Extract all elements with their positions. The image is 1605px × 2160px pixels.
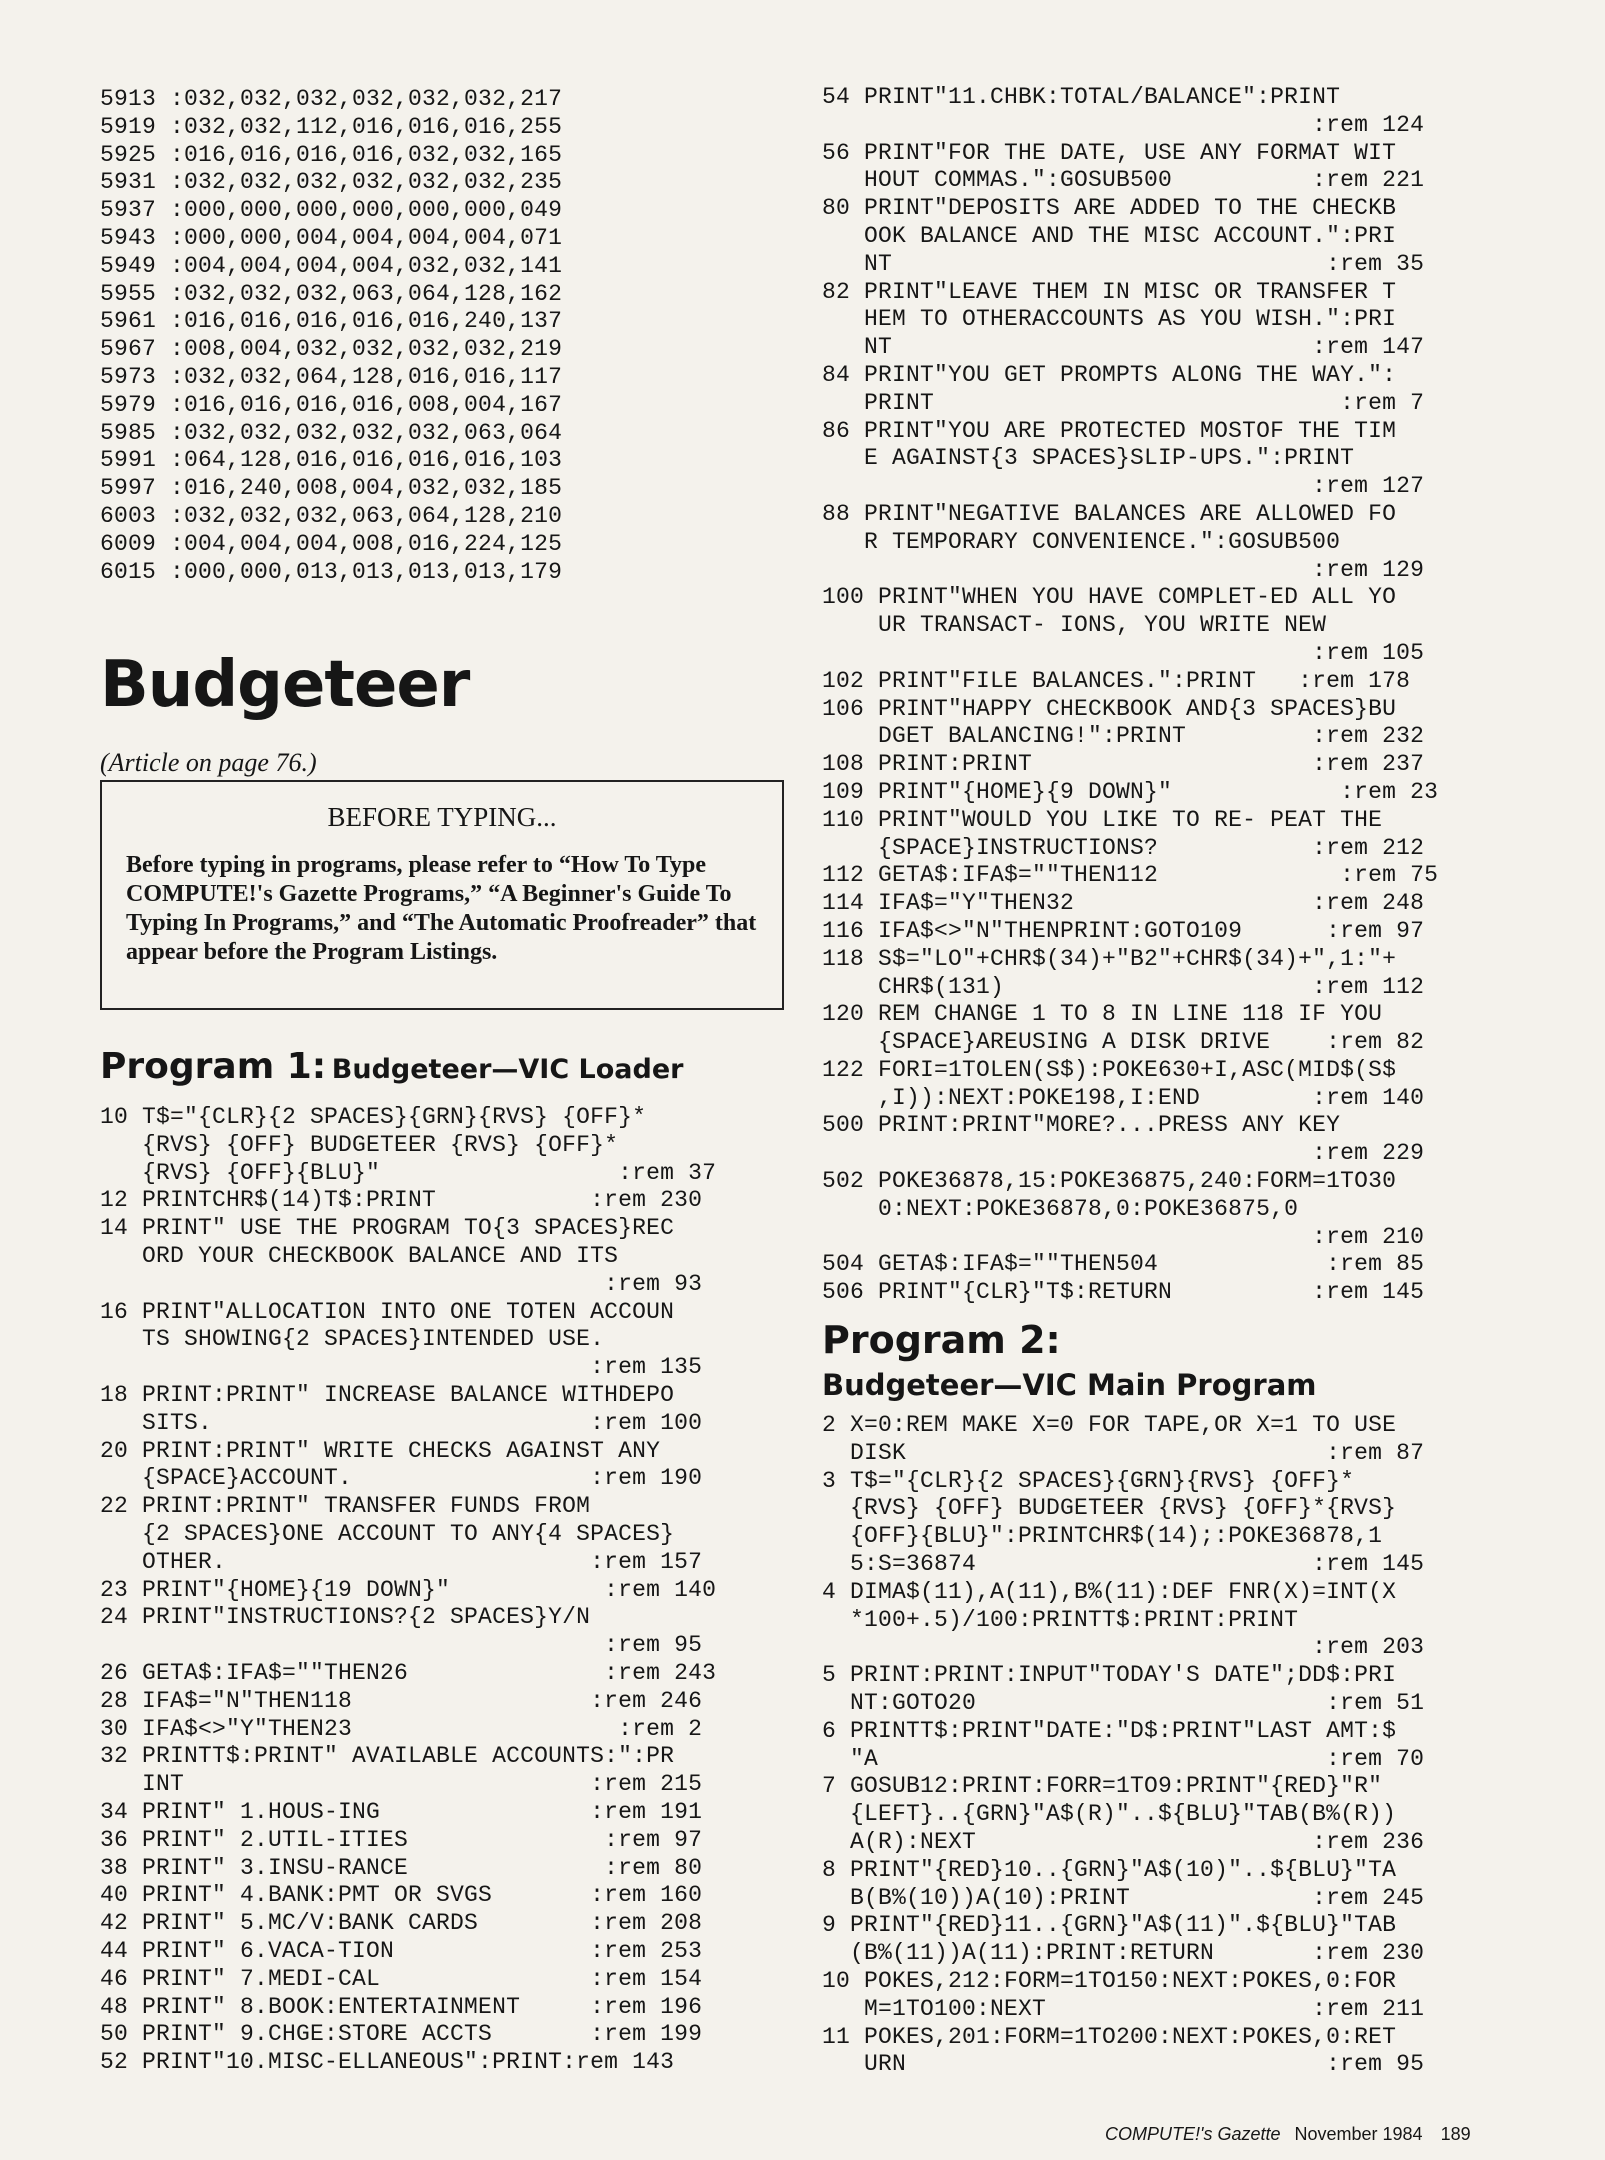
program2-listing: 2 X=0:REM MAKE X=0 FOR TAPE,OR X=1 TO USE DISK :rem 87 3 T$="{CLR}{2 SPACES}{GRN}{RVS} {OFF}* {RVS} {OFF} BUDGETEER {RVS} {OFF}*{RVS} {OFF}{BLU}":PRINTCHR$(14);:POKE36878,1 5:S=36874 :rem 145 4 DIMA$(11),A(11),B%(11):DEF FNR(X)=INT(X *100+.5)/100:PRINTT$:PRINT:PRINT :rem 203 5 PRINT:PRINT:INPUT"TODAY'S DATE";DD$:PRI NT:GOTO20 :rem 51 6 PRINTT$:PRINT"DATE:"D$:PRINT"LAST AMT:$ "A :rem 70 7 GOSUB12:PRINT:FORR=1TO9:PRINT"{RED}"R" {LEFT}..{GRN}"A$(R)"..${BLU}"TAB(B%(R)) A(R):NEXT :rem 236 8 PRINT"{RED}10..{GRN}"A$(10)"..${BLU}"TA B(B%(10))A(10):PRINT :rem 245 9 PRINT"{RED}11..{GRN}"A$(11)".${BLU}"TAB (B%(11))A(11):PRINT:RETURN :rem 230 10 POKES,212:FORM=1TO150:NEXT:POKES,0:FOR M=1TO100:NEXT :rem 211 11 POKES,201:FORM=1TO200:NEXT:POKES,0:RET URN :rem 95 [822, 1412, 1425, 2078]
before-typing-box [100, 780, 784, 1010]
article-title: Budgeteer [100, 648, 470, 722]
program1-listing-right: 54 PRINT"11.CHBK:TOTAL/BALANCE":PRINT :rem 124 56 PRINT"FOR THE DATE, USE ANY FORMAT WIT HOUT COMMAS.":GOSUB500 :rem 221 80 PRINT"DEPOSITS ARE ADDED TO THE CHECKB OOK BALANCE AND THE MISC ACCOUNT.":PRI NT :rem 35 82 PRINT"LEAVE THEM IN MISC OR TRANSFER T HEM TO OTHERACCOUNTS AS YOU WISH.":PRI NT :rem 147 84 PRINT"YOU GET PROMPTS ALONG THE WAY.": PRINT :rem 7 86 PRINT"YOU ARE PROTECTED MOSTOF THE TIM E AGAINST{3 SPACES}SLIP-UPS.":PRINT :rem 127 88 PRINT"NEGATIVE BALANCES ARE ALLOWED FO R TEMPORARY CONVENIENCE.":GOSUB500 :rem 129 100 PRINT"WHEN YOU HAVE COMPLET-ED ALL YO UR TRANSACT- IONS, YOU WRITE NEW :rem 105 102 PRINT"FILE BALANCES.":PRINT :rem 178 106 PRINT"HAPPY CHECKBOOK AND{3 SPACES}BU DGET BALANCING!":PRINT :rem 232 108 PRINT:PRINT :rem 237 109 PRINT"{HOME}{9 DOWN}" :rem 23 110 PRINT"WOULD YOU LIKE TO RE- PEAT THE {SPACE}INSTRUCTIONS? :rem 212 112 GETA$:IFA$=""THEN112 :rem 75 114 IFA$="Y"THEN32 :rem 248 116 IFA$<>"N"THENPRINT:GOTO109 :rem 97 118 S$="LO"+CHR$(34)+"B2"+CHR$(34)+",1:"+ CHR$(131) :rem 112 120 REM CHANGE 1 TO 8 IN LINE 118 IF YOU {SPACE}AREUSING A DISK DRIVE :rem 82 122 FORI=1TOLEN(S$):POKE630+I,ASC(MID$(S$ ,I)):NEXT:POKE198,I:END :rem 140 500 PRINT:PRINT"MORE?...PRESS ANY KEY :rem 229 502 POKE36878,15:POKE36875,240:FORM=1TO30 0:NEXT:POKE36878,0:POKE36875,0 :rem 210 504 GETA$:IFA$=""THEN504 :rem 85 506 PRINT"{CLR}"T$:RETURN :rem 145 [822, 84, 1439, 1306]
article-reference: (Article on page 76.) [100, 748, 317, 777]
program1-listing-left: 10 T$="{CLR}{2 SPACES}{GRN}{RVS} {OFF}* {RVS} {OFF} BUDGETEER {RVS} {OFF}* {RVS} {OFF}{BLU}" :rem 37 12 PRINTCHR$(14)T$:PRINT :rem 230 14 PRINT" USE THE PROGRAM TO{3 SPACES}REC ORD YOUR CHECKBOOK BALANCE AND ITS :rem 93 16 PRINT"ALLOCATION INTO ONE TOTEN ACCOUN TS SHOWING{2 SPACES}INTENDED USE. :rem 135 18 PRINT:PRINT" INCREASE BALANCE WITHDEPO SITS. :rem 100 20 PRINT:PRINT" WRITE CHECKS AGAINST ANY {SPACE}ACCOUNT. :rem 190 22 PRINT:PRINT" TRANSFER FUNDS FROM {2 SPACES}ONE ACCOUNT TO ANY{4 SPACES} OTHER. :rem 157 23 PRINT"{HOME}{19 DOWN}" :rem 140 24 PRINT"INSTRUCTIONS?{2 SPACES}Y/N :rem 95 26 GETA$:IFA$=""THEN26 :rem 243 28 IFA$="N"THEN118 :rem 246 30 IFA$<>"Y"THEN23 :rem 2 32 PRINTT$:PRINT" AVAILABLE ACCOUNTS:":PR INT :rem 215 34 PRINT" 1.HOUS-ING :rem 191 36 PRINT" 2.UTIL-ITIES :rem 97 38 PRINT" 3.INSU-RANCE :rem 80 40 PRINT" 4.BANK:PMT OR SVGS :rem 160 42 PRINT" 5.MC/V:BANK CARDS :rem 208 44 PRINT" 6.VACA-TION :rem 253 46 PRINT" 7.MEDI-CAL :rem 154 48 PRINT" 8.BOOK:ENTERTAINMENT :rem 196 50 PRINT" 9.CHGE:STORE ACCTS :rem 199 52 PRINT"10.MISC-ELLANEOUS":PRINT:rem 143 [100, 1104, 717, 2076]
program2-title: Budgeteer—VIC Main Program [822, 1368, 1317, 1402]
program1-label: Program 1: [100, 1046, 327, 1087]
before-typing-title: BEFORE TYPING... [327, 802, 557, 832]
program1-heading [100, 1046, 683, 1087]
footer-page-number: 189 [1440, 2124, 1471, 2144]
footer-date: November 1984 [1294, 2124, 1423, 2144]
data-listing: 5913 :032,032,032,032,032,032,217 5919 :032,032,112,016,016,016,255 5925 :016,016,016,016,032,032,165 5931 :032,032,032,032,032,032,235 5937 :000,000,000,000,000,000,049 5943 :000,000,004,004,004,004,071 5949 :004,004,004,004,032,032,141 5955 :032,032,032,063,064,128,162 5961 :016,016,016,016,016,240,137 5967 :008,004,032,032,032,032,219 5973 :032,032,064,128,016,016,117 5979 :016,016,016,016,008,004,167 5985 :032,032,032,032,032,063,064 5991 :064,128,016,016,016,016,103 5997 :016,240,008,004,032,032,185 6003 :032,032,032,063,064,128,210 6009 :004,004,004,008,016,224,125 6015 :000,000,013,013,013,013,179 [100, 86, 563, 585]
program2-label: Program 2: [822, 1318, 1061, 1362]
footer-magazine: COMPUTE!'s Gazette [1105, 2124, 1281, 2144]
page-footer [1105, 2124, 1471, 2145]
program1-title: Budgeteer—VIC Loader [331, 1054, 684, 1085]
before-typing-body: Before typing in programs, please refer to “How To Type COMPUTE!'s Gazette Programs,” “A Beginner's Guide To Typing In Programs,” and “The Automatic Proofreader” that appear before the Program Listings. [126, 852, 757, 965]
